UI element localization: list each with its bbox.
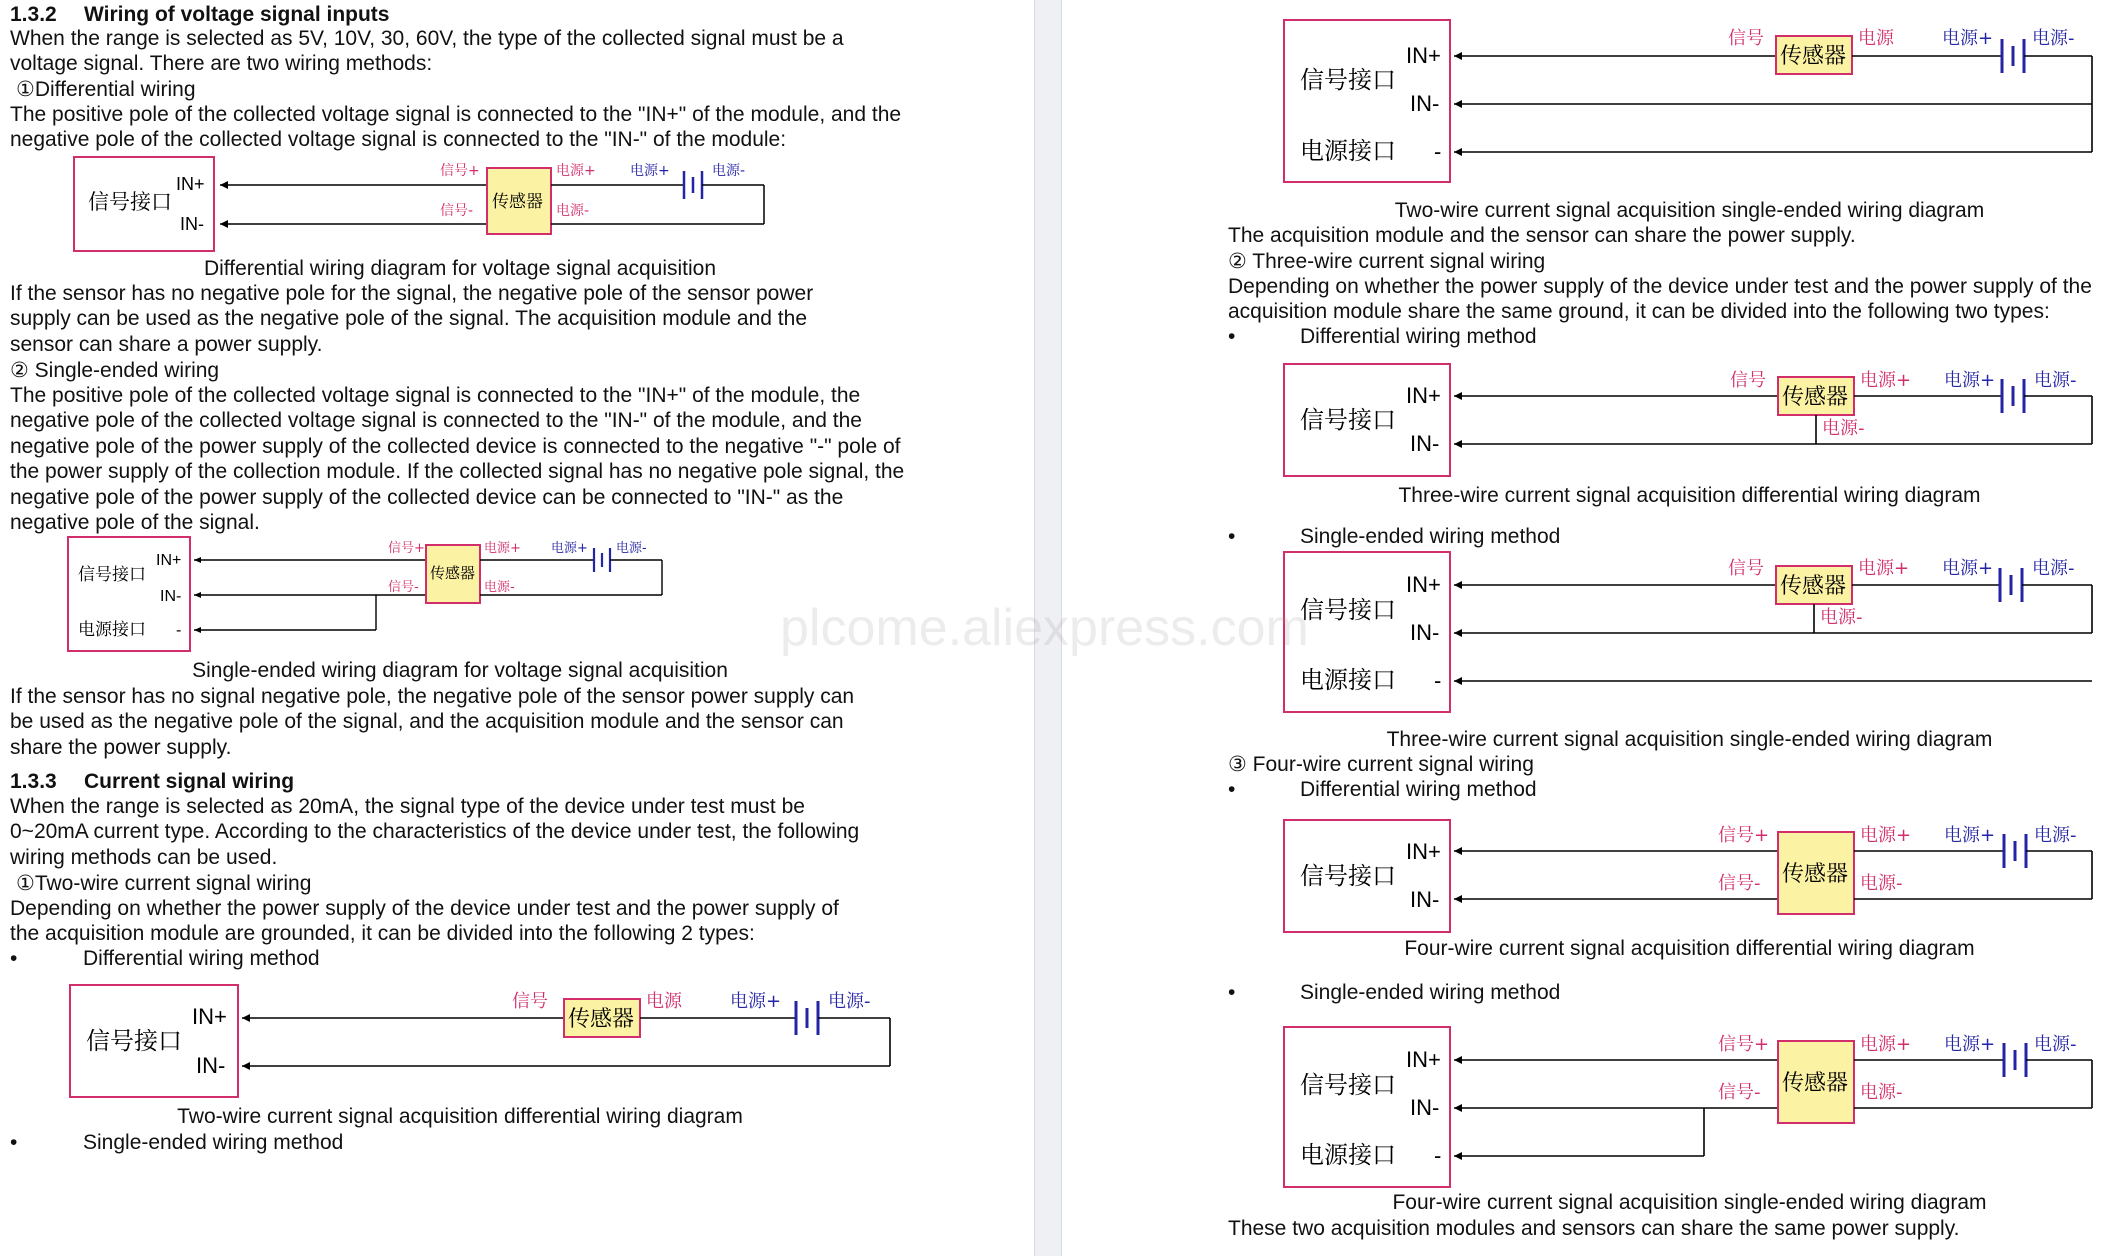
diagram-label: 电源- bbox=[556, 203, 590, 219]
diagram-label: 电源- bbox=[1860, 873, 1903, 894]
diagram-label: IN- bbox=[1410, 887, 1440, 912]
section-number-1-3-3: 1.3.3 bbox=[10, 770, 57, 793]
method-heading: ①Differential wiring bbox=[16, 78, 196, 101]
caption: Three-wire current signal acquisition differential wiring diagram bbox=[1398, 484, 1981, 507]
diagram-label: 电源- bbox=[616, 541, 647, 556]
diagram-label: IN- bbox=[1410, 1095, 1440, 1120]
diagram-label: 电源- bbox=[1860, 1082, 1903, 1103]
diagram-label: 信号+ bbox=[388, 541, 425, 556]
paragraph-line: Depending on whether the power supply of the device under test and the power supply of bbox=[10, 897, 839, 920]
diagram-label: 传感器 bbox=[430, 564, 476, 582]
diagram-label: 电源接口 bbox=[1300, 1141, 1396, 1169]
diagram-label: 传感器 bbox=[1782, 1071, 1849, 1096]
method-heading: ①Two-wire current signal wiring bbox=[16, 872, 312, 895]
diagram-label: 电源+ bbox=[630, 163, 670, 179]
section-title-1-3-2: Wiring of voltage signal inputs bbox=[84, 3, 390, 26]
caption: Single-ended wiring diagram for voltage signal acquisition bbox=[192, 659, 728, 682]
method-heading: ② Single-ended wiring bbox=[10, 359, 220, 382]
diagram-label: IN+ bbox=[1406, 1047, 1441, 1072]
diagram-label: 传感器 bbox=[1782, 385, 1849, 410]
paragraph-line: the power supply of the collection module. If the collected signal has no negative pole signal, the bbox=[10, 460, 905, 483]
diagram-label: 信号接口 bbox=[1300, 596, 1396, 624]
paragraph-line: acquisition module share the same ground, it can be divided into the following two types: bbox=[1228, 300, 2050, 323]
bullet-item: Single-ended wiring method bbox=[83, 1131, 344, 1154]
diagram-label: IN- bbox=[1410, 91, 1440, 116]
diagram-label: 信号- bbox=[388, 580, 419, 595]
paragraph-line: When the range is selected as 5V, 10V, 30, 60V, the type of the collected signal must be a bbox=[10, 27, 844, 50]
diagram-label: 电源+ bbox=[484, 541, 521, 556]
diagram-label: 电源+ bbox=[551, 541, 588, 556]
paragraph-line: The positive pole of the collected voltage signal is connected to the "IN+" of the module, the bbox=[10, 384, 861, 407]
diagram-two-wire-single-ended bbox=[1282, 18, 2097, 188]
diagram-label: 信号接口 bbox=[1300, 1071, 1396, 1099]
caption: Four-wire current signal acquisition differential wiring diagram bbox=[1404, 937, 1975, 960]
caption: Differential wiring diagram for voltage signal acquisition bbox=[203, 257, 717, 280]
diagram-label: 电源- bbox=[1820, 607, 1863, 628]
paragraph-line: Depending on whether the power supply of the device under test and the power supply of the bbox=[1228, 275, 2092, 298]
paragraph-line: negative pole of the collected voltage signal is connected to the "IN-" of the module, and the bbox=[10, 409, 862, 432]
diagram-label: - bbox=[176, 622, 182, 639]
diagram-label: 电源+ bbox=[556, 163, 596, 179]
diagram-label: 电源 bbox=[646, 991, 682, 1012]
diagram-label: 电源+ bbox=[1860, 1034, 1912, 1055]
diagram-label: - bbox=[1434, 668, 1442, 693]
diagram-label: 电源+ bbox=[730, 991, 782, 1012]
diagram-label: 电源+ bbox=[1860, 825, 1912, 846]
paragraph-line: the acquisition module are grounded, it can be divided into the following 2 types: bbox=[10, 922, 755, 945]
bullet: • bbox=[10, 947, 18, 970]
paragraph-line: negative pole of the collected voltage signal is connected to the "IN-" of the module: bbox=[10, 128, 787, 151]
diagram-label: 信号接口 bbox=[1300, 862, 1396, 890]
diagram-label: 信号接口 bbox=[78, 565, 146, 585]
bullet: • bbox=[1228, 325, 1236, 348]
diagram-three-wire-differential bbox=[1282, 362, 2097, 480]
paragraph-line: voltage signal. There are two wiring methods: bbox=[10, 52, 433, 75]
diagram-label: 电源- bbox=[2034, 825, 2077, 846]
diagram-label: 传感器 bbox=[1780, 44, 1847, 69]
diagram-label: 信号+ bbox=[440, 163, 480, 179]
diagram-label: IN+ bbox=[1406, 572, 1441, 597]
diagram-label: 信号- bbox=[440, 203, 474, 219]
diagram-label: 信号接口 bbox=[1300, 66, 1396, 94]
method-heading: ② Three-wire current signal wiring bbox=[1228, 250, 1546, 273]
diagram-three-wire-single-ended bbox=[1282, 550, 2097, 716]
paragraph-line: These two acquisition modules and sensors can share the same power supply. bbox=[1228, 1217, 1960, 1240]
diagram-label: 传感器 bbox=[568, 1007, 635, 1032]
diagram-four-wire-differential bbox=[1282, 818, 2097, 936]
diagram-two-wire-differential bbox=[68, 983, 898, 1103]
diagram-label: 传感器 bbox=[1782, 862, 1849, 887]
diagram-label: 传感器 bbox=[1780, 574, 1847, 599]
paragraph-line: negative pole of the power supply of the collected device is connected to the negative "-" pole of bbox=[10, 435, 901, 458]
diagram-voltage-single-ended bbox=[66, 535, 676, 655]
diagram-label: 电源- bbox=[2032, 558, 2075, 579]
diagram-label: 电源+ bbox=[1860, 370, 1912, 391]
diagram-label: IN+ bbox=[176, 174, 205, 194]
caption: Two-wire current signal acquisition single-ended wiring diagram bbox=[1394, 199, 1985, 222]
section-title-1-3-3: Current signal wiring bbox=[84, 770, 295, 793]
diagram-label: 电源- bbox=[828, 991, 871, 1012]
diagram-label: 电源- bbox=[2032, 28, 2075, 49]
diagram-label: 信号接口 bbox=[86, 1027, 182, 1055]
caption: Four-wire current signal acquisition single-ended wiring diagram bbox=[1392, 1191, 1987, 1214]
paragraph-line: supply can be used as the negative pole of the signal. The acquisition module and the bbox=[10, 307, 807, 330]
diagram-label: 信号 bbox=[1728, 558, 1764, 579]
diagram-label: IN- bbox=[1410, 431, 1440, 456]
diagram-label: 电源+ bbox=[1944, 370, 1996, 391]
diagram-label: 电源+ bbox=[1944, 1034, 1996, 1055]
paragraph-line: If the sensor has no signal negative pole, the negative pole of the sensor power supply can bbox=[10, 685, 855, 708]
diagram-label: 电源接口 bbox=[1300, 137, 1396, 165]
diagram-label: IN+ bbox=[156, 552, 182, 569]
diagram-label: 信号 bbox=[1728, 28, 1764, 49]
paragraph-line: share the power supply. bbox=[10, 736, 232, 759]
diagram-label: 电源+ bbox=[1942, 28, 1994, 49]
diagram-label: 信号接口 bbox=[1300, 406, 1396, 434]
section-number-1-3-2: 1.3.2 bbox=[10, 3, 57, 26]
bullet: • bbox=[10, 1131, 18, 1154]
diagram-four-wire-single-ended bbox=[1282, 1025, 2097, 1191]
diagram-label: 电源- bbox=[484, 580, 515, 595]
diagram-label: 信号+ bbox=[1718, 1034, 1770, 1055]
diagram-label: IN+ bbox=[1406, 383, 1441, 408]
paragraph-line: The positive pole of the collected voltage signal is connected to the "IN+" of the module, and the bbox=[10, 103, 902, 126]
watermark: plcome.aliexpress.com bbox=[780, 599, 1309, 657]
paragraph-line: wiring methods can be used. bbox=[10, 846, 278, 869]
bullet: • bbox=[1228, 981, 1236, 1004]
paragraph-line: negative pole of the power supply of the collected device can be connected to "IN-" as the bbox=[10, 486, 844, 509]
bullet-item: Differential wiring method bbox=[1300, 778, 1537, 801]
diagram-label: IN+ bbox=[1406, 839, 1441, 864]
paragraph-line: 0~20mA current type. According to the characteristics of the device under test, the following bbox=[10, 820, 860, 843]
diagram-label: IN- bbox=[160, 588, 182, 605]
diagram-label: 电源接口 bbox=[1300, 666, 1396, 694]
caption: Three-wire current signal acquisition single-ended wiring diagram bbox=[1386, 728, 1993, 751]
bullet-item: Single-ended wiring method bbox=[1300, 525, 1561, 548]
diagram-label: 信号 bbox=[512, 991, 548, 1012]
diagram-label: 电源+ bbox=[1944, 825, 1996, 846]
diagram-label: IN+ bbox=[1406, 43, 1441, 68]
paragraph-line: negative pole of the signal. bbox=[10, 511, 260, 534]
diagram-label: 信号+ bbox=[1718, 825, 1770, 846]
diagram-label: 信号 bbox=[1730, 370, 1766, 391]
bullet-item: Differential wiring method bbox=[83, 947, 320, 970]
signal-port-label: 信号接口 bbox=[88, 190, 172, 214]
sensor-label: 传感器 bbox=[492, 192, 543, 212]
diagram-label: - bbox=[1434, 139, 1442, 164]
paragraph-line: be used as the negative pole of the signal, and the acquisition module and the sensor can bbox=[10, 710, 844, 733]
paragraph-line: The acquisition module and the sensor can share the power supply. bbox=[1228, 224, 1856, 247]
paragraph-line: If the sensor has no negative pole for the signal, the negative pole of the sensor power bbox=[10, 282, 814, 305]
bullet-item: Differential wiring method bbox=[1300, 325, 1537, 348]
diagram-label: 电源- bbox=[2034, 1034, 2077, 1055]
diagram-voltage-differential bbox=[72, 153, 772, 253]
bullet: • bbox=[1228, 525, 1236, 548]
diagram-label: - bbox=[1434, 1143, 1442, 1168]
diagram-label: 电源- bbox=[712, 163, 746, 179]
caption: Two-wire current signal acquisition differential wiring diagram bbox=[177, 1105, 743, 1128]
diagram-label: 电源- bbox=[1822, 418, 1865, 439]
diagram-label: IN+ bbox=[192, 1004, 227, 1029]
diagram-label: 电源接口 bbox=[78, 620, 146, 640]
paragraph-line: When the range is selected as 20mA, the signal type of the device under test must be bbox=[10, 795, 805, 818]
paragraph-line: sensor can share a power supply. bbox=[10, 333, 323, 356]
diagram-label: 信号- bbox=[1718, 873, 1761, 894]
diagram-label: IN- bbox=[196, 1053, 226, 1078]
diagram-label: IN- bbox=[180, 214, 204, 234]
diagram-label: 电源- bbox=[2034, 370, 2077, 391]
diagram-label: 电源 bbox=[1858, 28, 1894, 49]
diagram-label: 电源+ bbox=[1858, 558, 1910, 579]
bullet-item: Single-ended wiring method bbox=[1300, 981, 1561, 1004]
diagram-label: 信号- bbox=[1718, 1082, 1761, 1103]
diagram-label: 电源+ bbox=[1942, 558, 1994, 579]
diagram-label: IN- bbox=[1410, 620, 1440, 645]
bullet: • bbox=[1228, 778, 1236, 801]
method-heading: ③ Four-wire current signal wiring bbox=[1228, 753, 1534, 776]
